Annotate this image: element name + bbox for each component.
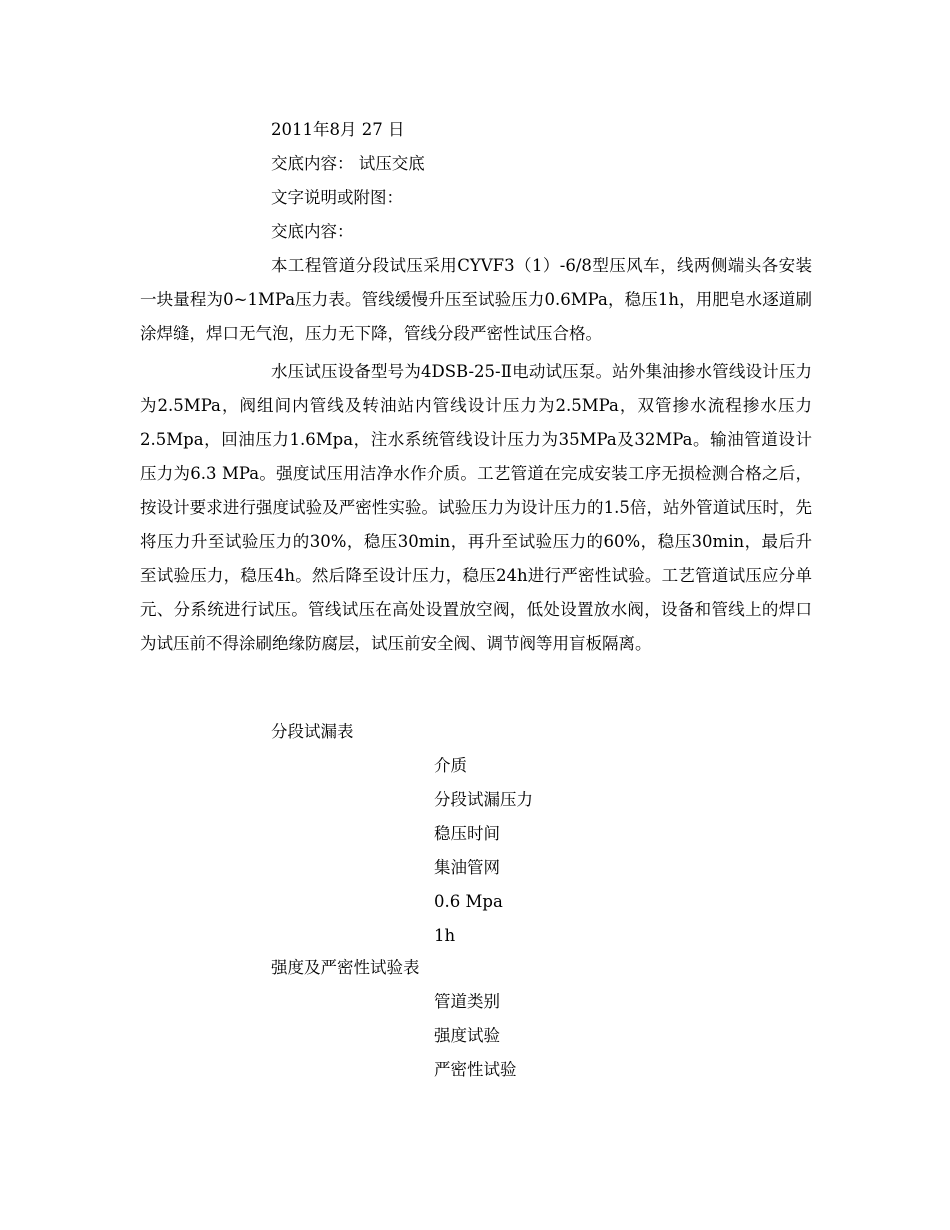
- table-2-cell: 严密性试验: [434, 1060, 517, 1079]
- table-1-cell: 1h: [434, 926, 456, 945]
- table-1-cell: 稳压时间: [434, 824, 500, 843]
- document-date: 2011年8月 27 日: [271, 120, 405, 139]
- content-label: 交底内容：: [271, 222, 354, 241]
- table-1-cell: 集油管网: [434, 858, 500, 877]
- table-2-title: 强度及严密性试验表: [271, 958, 420, 977]
- table-2-cell: 强度试验: [434, 1026, 500, 1045]
- table-1-title: 分段试漏表: [271, 722, 354, 741]
- content-line: 交底内容： 试压交底: [271, 154, 425, 173]
- table-2-cell: 管道类别: [434, 992, 500, 1011]
- table-1-cell: 0.6 Mpa: [434, 892, 503, 911]
- paragraph-hydraulic-test: 水压试压设备型号为4DSB-25-Ⅱ电动试压泵。站外集油掺水管线设计压力为2.5MPa，阀组间内管线及转油站内管线设计压力为2.5MPa，双管掺水流程掺水压力2.5Mpa，回油压力1.6Mpa，注水系统管线设计压力为35MPa及32MPa。输油管道设计压力为6.3 MPa。强度试压用洁净水作介质。工艺管道在完成安装工序无损检测合格之后，按设计要求进行强度试验及严密性实验。试验压力为设计压力的1.5倍，站外管道试压时，先将压力升至试验压力的30%，稳压30min，再升至试验压力的60%，稳压30min，最后升至试验压力，稳压4h。然后降至设计压力，稳压24h进行严密性试验。工艺管道试压应分单元、分系统进行试压。管线试压在高处设置放空阀，低处设置放水阀，设备和管线上的焊口为试压前不得涂刷绝缘防腐层，试压前安全阀、调节阀等用盲板隔离。: [140, 362, 812, 653]
- table-1-cell: 分段试漏压力: [434, 790, 533, 809]
- paragraph-pneumatic-test: 本工程管道分段试压采用CYVF3（1）-6/8型压风车，线两侧端头各安装一块量程为0~1MPa压力表。管线缓慢升压至试验压力0.6MPa，稳压1h，用肥皂水逐道刷涂焊缝，焊口无气泡，压力无下降，管线分段严密性试压合格。: [140, 256, 812, 343]
- table-1-cell: 介质: [434, 756, 467, 775]
- caption-line: 文字说明或附图：: [271, 188, 403, 207]
